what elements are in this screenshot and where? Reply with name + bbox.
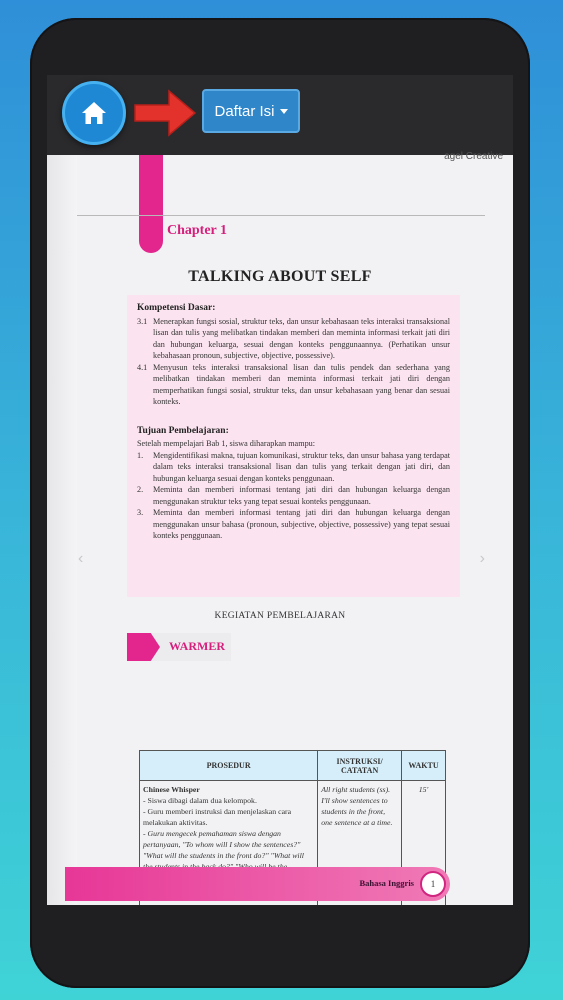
- objectives-box: [127, 295, 460, 597]
- time-cell: 15': [402, 781, 446, 906]
- item-text: Mengidentifikasi makna, tujuan komunikasi, struktur teks, dan unsur bahasa yang terdapat dalam teks interaksi transaksional lisan dan tulis yang terkait dengan jati diri, dan hubungan keluarga sesuai dengan konteks penggunaan.: [153, 450, 450, 483]
- warmer-label-box: [127, 633, 231, 661]
- home-button[interactable]: [62, 81, 126, 145]
- activity-name: Chinese Whisper: [143, 785, 200, 794]
- step-line: - Guru memberi instruksi dan menjelaskan cara melakukan aktivitas.: [143, 807, 292, 827]
- item-number: 3.: [137, 508, 144, 517]
- column-header: PROSEDUR: [140, 751, 318, 781]
- app-screen: [47, 75, 513, 905]
- header-divider: [77, 215, 485, 216]
- column-header: INSTRUKSI/ CATATAN: [318, 751, 402, 781]
- item-text: Menerapkan fungsi sosial, struktur teks, dan unsur kebahasaan teks interaksi transaksional lisan dan tulis yang melibatkan tindakan memberi dan meminta informasi terkait jati diri dan hubungan keluarga, sesuai dengan konteks penggunaannya. (Perhatikan unsur kebahasaan pronoun, subjective, objective, possessive).: [153, 316, 450, 360]
- item-number: 3.1: [137, 316, 148, 326]
- page-title: TALKING ABOUT SELF: [188, 268, 372, 285]
- page-footer-bar: [65, 867, 450, 901]
- caret-down-icon: [280, 109, 288, 114]
- page-number: 1: [420, 871, 446, 897]
- item-number: 2.: [137, 485, 144, 494]
- step-line: - Guru mengecek pemahaman siswa dengan pertanyaan, "To whom will I show the sentences?" "What will the students in the front do?" "What will: [143, 829, 304, 860]
- tujuan-item: [137, 484, 450, 507]
- book-title: Bahasa Inggris: [359, 878, 414, 888]
- warmer-label: WARMER: [169, 639, 225, 653]
- chapter-label: Chapter 1: [167, 223, 228, 238]
- instruction-cell: All right students (ss). I'll show sentences to students in the front, one sentence at a time.: [318, 781, 402, 906]
- kompetensi-item: [137, 362, 450, 408]
- chapter-tab: [139, 155, 163, 253]
- tujuan-item: [137, 507, 450, 542]
- item-number: 1.: [137, 450, 144, 460]
- section-heading: KEGIATAN PEMBELAJARAN: [214, 611, 346, 621]
- table-header-row: [140, 751, 446, 781]
- prev-page-icon[interactable]: ‹: [78, 550, 84, 567]
- warmer-flag-shape: [127, 633, 160, 661]
- toc-label: Daftar Isi: [214, 102, 275, 120]
- page-corner-text: agel Creative: [444, 151, 503, 162]
- item-number: 4.1: [137, 362, 148, 372]
- kompetensi-item: [137, 316, 450, 362]
- item-text: Meminta dan memberi informasi tentang jati diri dan hubungan keluarga dengan menggunakan struktur teks yang tepat sesuai konteks penggunaan.: [153, 485, 450, 506]
- tujuan-item: [137, 450, 450, 485]
- tujuan-heading: Tujuan Pembelajaran:: [137, 425, 229, 436]
- table-of-contents-dropdown[interactable]: [202, 89, 300, 133]
- item-text: Menyusun teks interaksi transaksional lisan dan tulis pendek dan sederhana yang melibatkan tindakan memberi dan meminta informasi terkait jati diri dengan memperhatikan fungsi sosial, struktur teks, dan unsur kebahasaan yang benar dan sesuai konteks.: [153, 362, 450, 406]
- kompetensi-heading: Kompetensi Dasar:: [137, 303, 216, 313]
- next-page-icon[interactable]: ›: [479, 550, 485, 567]
- right-arrow-icon: [131, 85, 201, 141]
- top-toolbar: [47, 75, 513, 155]
- home-icon: [79, 98, 109, 128]
- item-text: Meminta dan memberi informasi tentang jati diri dan hubungan keluarga dengan menggunakan unsur bahasa (pronoun, subjective, objective, possessive) yang tepat sesuai konteks penggunaan.: [153, 508, 450, 540]
- column-header: WAKTU: [402, 751, 446, 781]
- step-line: - Siswa dibagi dalam dua kelompok.: [143, 796, 257, 805]
- book-page-viewer[interactable]: [47, 151, 513, 905]
- tujuan-intro: Setelah mempelajari Bab 1, siswa diharapkan mampu:: [137, 439, 316, 448]
